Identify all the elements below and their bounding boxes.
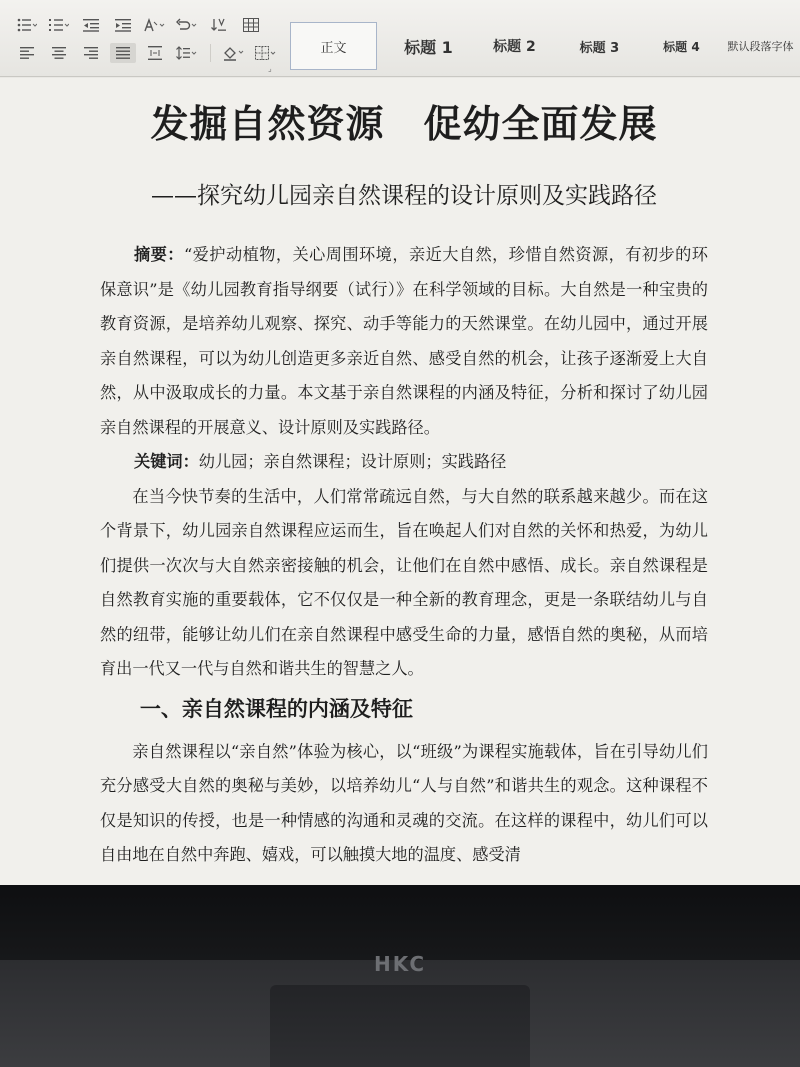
decrease-indent-icon[interactable] bbox=[78, 15, 104, 35]
section-1-heading: 一、亲自然课程的内涵及特征 bbox=[139, 695, 413, 721]
distributed-icon[interactable] bbox=[142, 43, 168, 63]
abstract-text: “爱护动植物，关心周围环境，亲近大自然，珍惜自然资源，有初步的环保意识”是《幼儿园教育指导纲要（试行）》在科学领域的目标。大自然是一种宝贵的教育资源，是培养幼儿观察、探究、动手等能力的天然课堂。在幼儿园中，通过开展亲自然课程，可以为幼儿创造更多亲近自然、感受自然的机会，让孩子逐渐爱上大自然，从中汲取成长的力量。本文基于亲自然课程的内涵及特征，分析和探讨了幼儿园亲自然课程的开展意义、设计原则及实践路径。 bbox=[100, 245, 708, 437]
document-body bbox=[100, 96, 708, 873]
increase-indent-icon[interactable] bbox=[110, 15, 136, 35]
section-1-paragraph: 亲自然课程以“亲自然”体验为核心，以“班级”为课程实施载体，旨在引导幼儿们充分感受大自然的奥秘与美妙，以培养幼儿“人与自然”和谐共生的观念。这种课程不仅是知识的传授，也是一种情感的沟通和灵魂的交流。在这样的课程中，幼儿们可以自由地在自然中奔跑、嬉戏，可以触摸大地的温度、感受清 bbox=[100, 741, 708, 864]
paragraph-tools-row-1 bbox=[14, 14, 264, 36]
borders-icon[interactable] bbox=[253, 43, 279, 63]
line-spacing-icon[interactable] bbox=[174, 43, 200, 63]
keywords-label: 关键词： bbox=[134, 452, 199, 471]
ribbon-toolbar bbox=[0, 0, 800, 77]
bulleted-list-icon[interactable] bbox=[14, 15, 40, 35]
style-gallery bbox=[290, 20, 800, 72]
style-heading-4[interactable]: 标题 4 bbox=[663, 39, 700, 54]
keywords-paragraph bbox=[100, 445, 708, 480]
paragraph-tools-row-2 bbox=[14, 42, 279, 64]
paragraph-dialog-launcher-icon[interactable]: ⌟ bbox=[268, 64, 272, 73]
monitor-bezel bbox=[0, 885, 800, 960]
monitor-brand-logo: HKC bbox=[373, 952, 427, 976]
document-subtitle: ——探究幼儿园亲自然课程的设计原则及实践路径 bbox=[151, 183, 657, 209]
keywords-text: 幼儿园；亲自然课程；设计原则；实践路径 bbox=[198, 452, 507, 471]
shading-icon[interactable] bbox=[221, 43, 247, 63]
style-default-paragraph-font[interactable]: 默认段落字体 bbox=[727, 40, 794, 53]
style-normal[interactable]: 正文 bbox=[290, 22, 377, 70]
undo-format-icon[interactable] bbox=[174, 15, 200, 35]
align-center-icon[interactable] bbox=[46, 43, 72, 63]
sort-icon[interactable] bbox=[206, 15, 232, 35]
align-left-icon[interactable] bbox=[14, 43, 40, 63]
change-case-icon[interactable] bbox=[142, 15, 168, 35]
numbered-list-icon[interactable] bbox=[46, 15, 72, 35]
document-page[interactable] bbox=[0, 78, 800, 885]
style-heading-1[interactable]: 标题 1 bbox=[404, 37, 453, 57]
style-heading-3[interactable]: 标题 3 bbox=[579, 40, 620, 56]
style-heading-2[interactable]: 标题 2 bbox=[493, 39, 536, 55]
table-grid-icon[interactable] bbox=[238, 15, 264, 35]
abstract-paragraph bbox=[100, 238, 708, 445]
abstract-label: 摘要： bbox=[134, 245, 184, 264]
align-right-icon[interactable] bbox=[78, 43, 104, 63]
intro-paragraph: 在当今快节奏的生活中，人们常常疏远自然，与大自然的联系越来越少。而在这个背景下，幼儿园亲自然课程应运而生，旨在唤起人们对自然的关怀和热爱，为幼儿们提供一次次与大自然亲密接触的机会，让他们在自然中感悟、成长。亲自然课程是自然教育实施的重要载体，它不仅仅是一种全新的教育理念，更是一条联结幼儿与自然的纽带，能够让幼儿们在亲自然课程中感受生命的力量，感悟自然的奥秘，从而培育出一代又一代与自然和谐共生的智慧之人。 bbox=[100, 486, 708, 678]
justify-icon[interactable] bbox=[110, 43, 136, 63]
document-title: 发掘自然资源 促幼全面发展 bbox=[150, 101, 658, 146]
toolbar-separator bbox=[210, 44, 211, 62]
monitor-stand bbox=[270, 985, 530, 1067]
